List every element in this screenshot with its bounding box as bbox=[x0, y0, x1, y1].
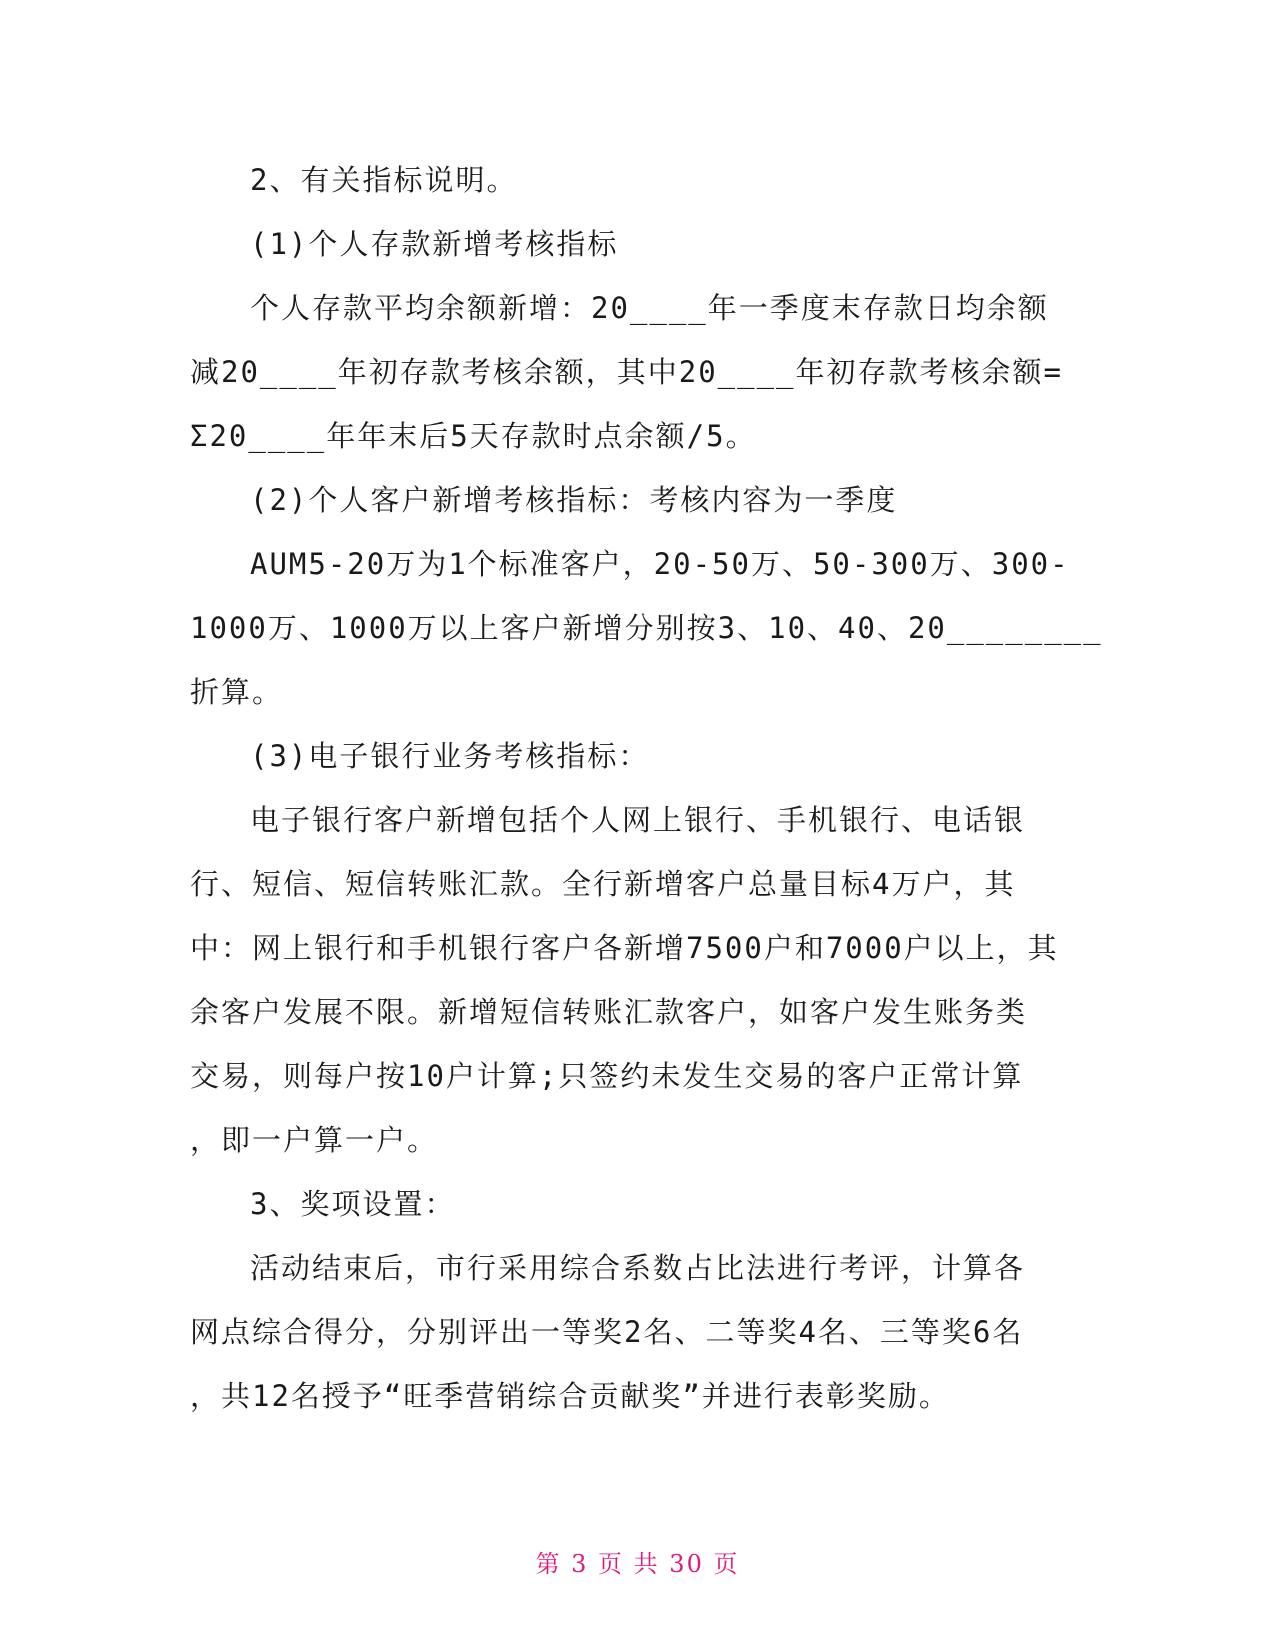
subheading-customer-indicator: (2)个人客户新增考核指标：考核内容为一季度 bbox=[250, 483, 898, 517]
paragraph-line: 减20____年初存款考核余额，其中20____年初存款考核余额= bbox=[190, 355, 1063, 389]
paragraph-line: 中：网上银行和手机银行客户各新增7500户和7000户以上，其 bbox=[190, 931, 1059, 965]
subheading-ebank-indicator: (3)电子银行业务考核指标： bbox=[250, 739, 650, 773]
paragraph-line: 1000万、1000万以上客户新增分别按3、10、40、20________ bbox=[190, 611, 1103, 645]
paragraph-line: Σ20____年年末后5天存款时点余额/5。 bbox=[190, 419, 757, 453]
paragraph-line: 交易，则每户按10户计算;只签约未发生交易的客户正常计算 bbox=[190, 1059, 1024, 1093]
paragraph-line: AUM5-20万为1个标准客户，20-50万、50-300万、300- bbox=[250, 547, 1070, 581]
paragraph-line: ，共12名授予“旺季营销综合贡献奖”并进行表彰奖励。 bbox=[190, 1379, 950, 1413]
document-body bbox=[190, 148, 1103, 1428]
section-heading-indicators: 2、有关指标说明。 bbox=[250, 163, 518, 197]
paragraph-line: 余客户发展不限。新增短信转账汇款客户，如客户发生账务类 bbox=[190, 995, 1028, 1029]
subheading-deposit-indicator: (1)个人存款新增考核指标 bbox=[250, 227, 619, 261]
paragraph-line: ，即一户算一户。 bbox=[190, 1123, 439, 1157]
page-number-footer: 第 3 页 共 30 页 bbox=[535, 1550, 740, 1578]
section-heading-awards: 3、奖项设置： bbox=[250, 1187, 456, 1221]
paragraph-line: 电子银行客户新增包括个人网上银行、手机银行、电话银 bbox=[250, 803, 1026, 837]
paragraph-line: 活动结束后，市行采用综合系数占比法进行考评，计算各 bbox=[250, 1251, 1026, 1285]
paragraph-line: 折算。 bbox=[190, 675, 284, 709]
paragraph-line: 网点综合得分，分别评出一等奖2名、二等奖4名、三等奖6名 bbox=[190, 1315, 1024, 1349]
paragraph-line: 行、短信、短信转账汇款。全行新增客户总量目标4万户，其 bbox=[190, 867, 1016, 901]
paragraph-line: 个人存款平均余额新增：20____年一季度末存款日均余额 bbox=[250, 291, 1049, 325]
